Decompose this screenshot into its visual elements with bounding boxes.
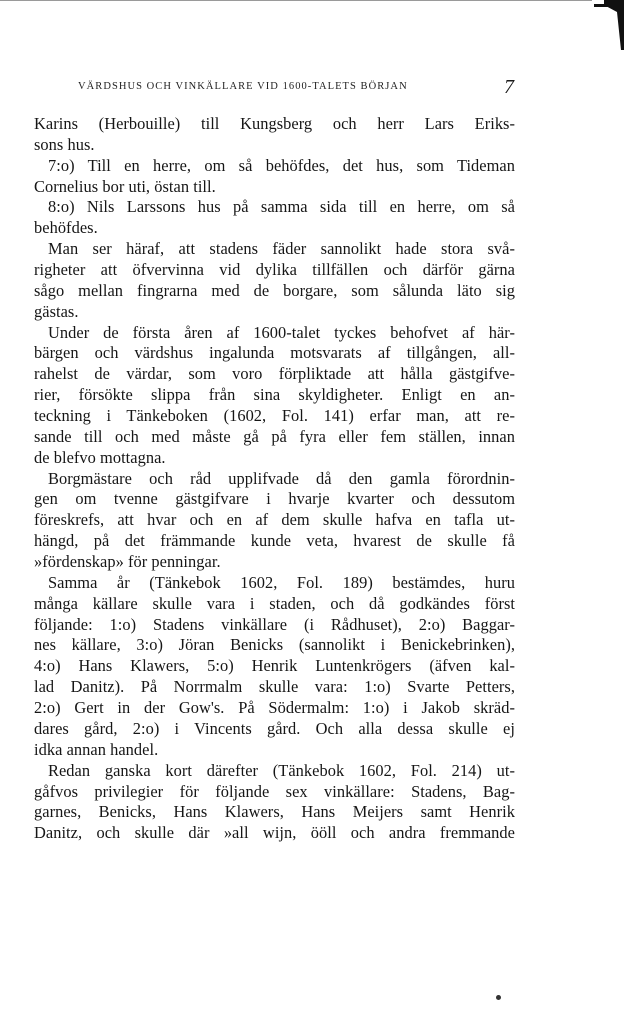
text-line: gen om tvenne gästgifvare i hvarje kvarter och dessutom — [34, 489, 515, 509]
text-line: Redan ganska kort därefter (Tänkebok 1602, Fol. 214) ut- — [48, 760, 515, 780]
text-line: righeter att öfvervinna vid dylika tillfällen och därför gärna — [34, 260, 515, 280]
text-line: hängd, på det främmande kunde veta, hvarest de skulle få — [34, 531, 515, 551]
text-line: Under de första åren af 1600-talet tyckes behofvet af här- — [48, 322, 515, 342]
text-line: garnes, Benicks, Hans Klawers, Hans Meijers samt Henrik — [34, 802, 515, 822]
running-title: VÄRDSHUS OCH VINKÄLLARE VID 1600-TALETS BÖRJAN — [78, 81, 408, 92]
text-line: 7:o) Till en herre, om så behöfdes, det hus, som Tideman — [48, 155, 515, 175]
page-corner-mark — [590, 0, 624, 50]
text-line: nes källare, 3:o) Jöran Benicks (sannolikt i Benickebrinken), — [34, 635, 515, 655]
text-line: rier, försökte slippa från sina skyldigheter. Enligt en an- — [34, 385, 515, 405]
text-line: gästas. — [34, 301, 79, 321]
text-line: gåfvos privilegier för följande sex vinkällare: Stadens, Bag- — [34, 781, 515, 801]
text-line: 4:o) Hans Klawers, 5:o) Henrik Luntenkrögers (äfven kal- — [34, 656, 515, 676]
text-line: rahelst de värdar, som voro förpliktade att hålla gästgifve- — [34, 364, 515, 384]
text-line: Borgmästare och råd upplifvade då den gamla förordnin- — [48, 468, 515, 488]
text-line: Man ser häraf, att stadens fäder sannolikt hade stora svå- — [48, 239, 515, 259]
text-line: 8:o) Nils Larssons hus på samma sida till en herre, om så — [48, 197, 515, 217]
text-line: behöfdes. — [34, 218, 98, 238]
text-line: många källare skulle vara i staden, och då godkändes först — [34, 593, 515, 613]
text-line: Samma år (Tänkebok 1602, Fol. 189) bestämdes, huru — [48, 572, 515, 592]
text-line: sande till och med måste gå på fyra eller fem ställen, innan — [34, 426, 515, 446]
text-line: teckning i Tänkeboken (1602, Fol. 141) erfar man, att re- — [34, 406, 515, 426]
text-line: dares gård, 2:o) i Vincents gård. Och alla dessa skulle ej — [34, 718, 515, 738]
text-line: 2:o) Gert in der Gow's. På Södermalm: 1:o) i Jakob skräd- — [34, 698, 515, 718]
body-text — [34, 114, 515, 844]
print-speck — [496, 995, 501, 1000]
text-line: sågo mellan fingrarna med de borgare, som sålunda läto sig — [34, 280, 515, 300]
text-line: Cornelius bor uti, östan till. — [34, 176, 216, 196]
text-line: »fördenskap» för penningar. — [34, 552, 221, 572]
text-line: lad Danitz). På Norrmalm skulle vara: 1:o) Svarte Petters, — [34, 677, 515, 697]
text-line: de blefvo mottagna. — [34, 447, 166, 467]
top-rule — [0, 0, 592, 1]
text-line: Danitz, och skulle där »all wijn, ööll och andra fremmande — [34, 823, 515, 843]
text-line: föreskrefs, att hvar och en af dem skulle hafva en tafla ut- — [34, 510, 515, 530]
page-number: 7 — [504, 76, 514, 98]
text-line: Karins (Herbouille) till Kungsberg och herr Lars Eriks- — [34, 114, 515, 133]
text-line: idka annan handel. — [34, 739, 159, 759]
text-line: bärgen och värdshus ingalunda motsvarats af tillgången, all- — [34, 343, 515, 363]
text-line: följande: 1:o) Stadens vinkällare (i Rådhuset), 2:o) Baggar- — [34, 614, 515, 634]
text-line: sons hus. — [34, 134, 95, 154]
